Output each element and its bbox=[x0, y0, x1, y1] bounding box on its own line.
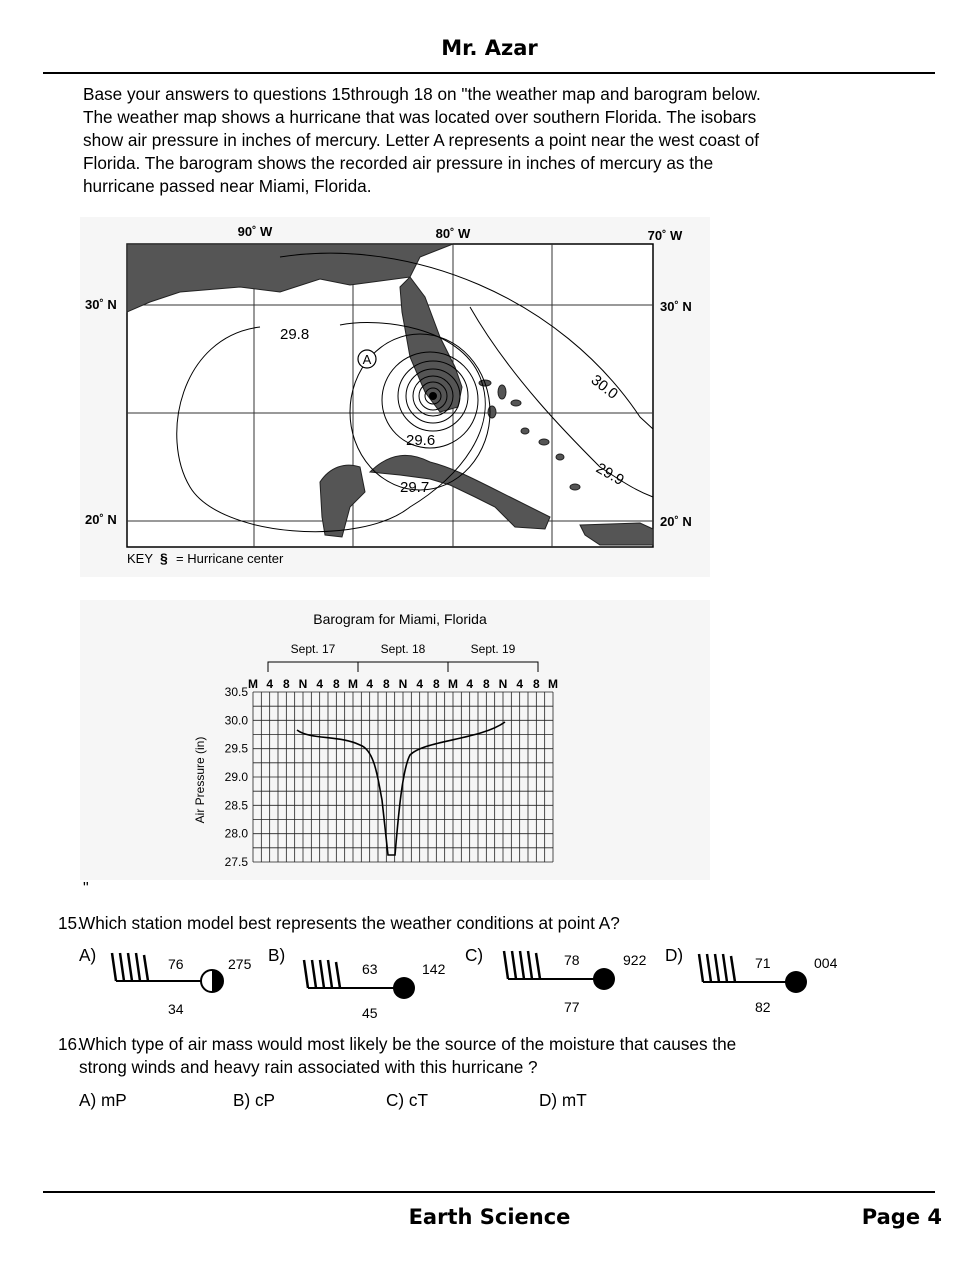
intro-line: Base your answers to questions 15through 18 on "the weather map and barogram below. bbox=[83, 84, 761, 104]
time-label: M bbox=[248, 677, 258, 691]
lon-label: 70˚ W bbox=[647, 228, 683, 243]
intro-paragraph bbox=[83, 83, 863, 198]
station-model-b[interactable] bbox=[300, 950, 460, 1030]
point-a-label: A bbox=[362, 352, 372, 367]
pressure-label: 142 bbox=[422, 961, 446, 977]
time-label: 8 bbox=[482, 677, 490, 691]
time-label: 8 bbox=[332, 677, 340, 691]
y-tick-label: 27.5 bbox=[224, 855, 248, 869]
q15-option-b-label[interactable]: B) bbox=[268, 945, 286, 965]
temp-label: 71 bbox=[755, 955, 771, 971]
y-tick-label: 29.5 bbox=[224, 741, 248, 756]
time-label: N bbox=[398, 677, 408, 691]
time-label: 4 bbox=[366, 677, 374, 691]
isobar-label: 29.9 bbox=[593, 459, 627, 490]
intro-line: The weather map shows a hurricane that was located over southern Florida. The isobars bbox=[83, 107, 757, 127]
isobar-label: 30.0 bbox=[587, 371, 622, 403]
y-tick-label: 30.0 bbox=[224, 713, 248, 728]
page-header-title: Mr. Azar bbox=[441, 36, 538, 60]
isobar-label: 29.8 bbox=[280, 326, 310, 343]
temp-label: 78 bbox=[564, 952, 580, 968]
barogram-ylabel: Air Pressure (in) bbox=[193, 736, 207, 824]
q15-option-d-label[interactable]: D) bbox=[665, 945, 684, 965]
map-key-text: = Hurricane center bbox=[176, 551, 284, 566]
y-tick-label: 28.5 bbox=[224, 798, 248, 813]
map-key-label: KEY bbox=[127, 551, 154, 566]
barogram bbox=[80, 600, 710, 880]
y-tick-label: 28.0 bbox=[224, 826, 248, 841]
time-label: N bbox=[298, 677, 308, 691]
footer-page-number: Page 4 bbox=[861, 1205, 942, 1229]
lon-label: 80˚ W bbox=[435, 226, 471, 241]
q16-number: 16. bbox=[58, 1034, 82, 1054]
intro-line: Florida. The barogram shows the recorded air pressure in inches of mercury as the bbox=[83, 153, 714, 173]
time-label: 4 bbox=[516, 677, 524, 691]
lon-label: 90˚ W bbox=[237, 224, 273, 239]
station-model-d[interactable] bbox=[695, 946, 855, 1026]
time-label: M bbox=[548, 677, 558, 691]
q16-text-line2: strong winds and heavy rain associated with this hurricane ? bbox=[79, 1057, 538, 1077]
time-label: 8 bbox=[282, 677, 290, 691]
station-model-a[interactable] bbox=[108, 945, 268, 1025]
time-label: 4 bbox=[466, 677, 474, 691]
q16-option-c[interactable]: C) cT bbox=[386, 1090, 429, 1110]
q16-option-a[interactable]: A) mP bbox=[79, 1090, 127, 1110]
dewpoint-label: 45 bbox=[362, 1005, 378, 1021]
lat-label: 20˚ N bbox=[85, 512, 117, 527]
stray-mark: " bbox=[83, 880, 89, 897]
intro-line: show air pressure in inches of mercury. Letter A represents a point near the west coast of bbox=[83, 130, 760, 150]
time-label: 8 bbox=[532, 677, 540, 691]
hurricane-key-icon: § bbox=[160, 550, 168, 566]
dewpoint-label: 77 bbox=[564, 999, 580, 1015]
y-tick-label: 30.5 bbox=[224, 685, 248, 699]
day-label: Sept. 17 bbox=[290, 642, 336, 656]
time-label: 4 bbox=[266, 677, 274, 691]
q16-option-d[interactable]: D) mT bbox=[539, 1090, 587, 1110]
q15-option-c-label[interactable]: C) bbox=[465, 945, 484, 965]
temp-label: 76 bbox=[168, 956, 184, 972]
dewpoint-label: 34 bbox=[168, 1001, 184, 1017]
pressure-label: 922 bbox=[623, 952, 647, 968]
time-label: 4 bbox=[316, 677, 324, 691]
footer-rule bbox=[43, 1191, 935, 1193]
intro-line: hurricane passed near Miami, Florida. bbox=[83, 176, 372, 196]
dewpoint-label: 82 bbox=[755, 999, 771, 1015]
header-rule bbox=[43, 72, 935, 74]
time-label: M bbox=[348, 677, 358, 691]
q15-option-a-label[interactable]: A) bbox=[79, 945, 97, 965]
q15-text: Which station model best represents the weather conditions at point A? bbox=[79, 913, 620, 933]
lat-label: 30˚ N bbox=[85, 297, 117, 312]
time-label: N bbox=[498, 677, 508, 691]
q16-text-line1: Which type of air mass would most likely be the source of the moisture that causes the bbox=[79, 1034, 737, 1054]
isobar-label: 29.7 bbox=[400, 479, 430, 496]
time-label: 8 bbox=[382, 677, 390, 691]
day-label: Sept. 19 bbox=[470, 642, 516, 656]
temp-label: 63 bbox=[362, 961, 378, 977]
time-label: 4 bbox=[416, 677, 424, 691]
footer-subject: Earth Science bbox=[408, 1205, 571, 1229]
isobar-label: 29.6 bbox=[406, 432, 436, 449]
lat-label: 30˚ N bbox=[660, 299, 692, 314]
weather-map bbox=[80, 217, 710, 577]
lat-label: 20˚ N bbox=[660, 514, 692, 529]
barogram-title: Barogram for Miami, Florida bbox=[313, 611, 487, 627]
station-model-c[interactable] bbox=[500, 943, 660, 1023]
pressure-label: 275 bbox=[228, 956, 252, 972]
day-label: Sept. 18 bbox=[380, 642, 426, 656]
q16-option-b[interactable]: B) cP bbox=[233, 1090, 276, 1110]
hurricane-center-icon bbox=[429, 392, 437, 400]
time-label: M bbox=[448, 677, 458, 691]
pressure-label: 004 bbox=[814, 955, 838, 971]
q15-number: 15. bbox=[58, 913, 82, 933]
time-label: 8 bbox=[432, 677, 440, 691]
y-tick-label: 29.0 bbox=[224, 770, 248, 784]
